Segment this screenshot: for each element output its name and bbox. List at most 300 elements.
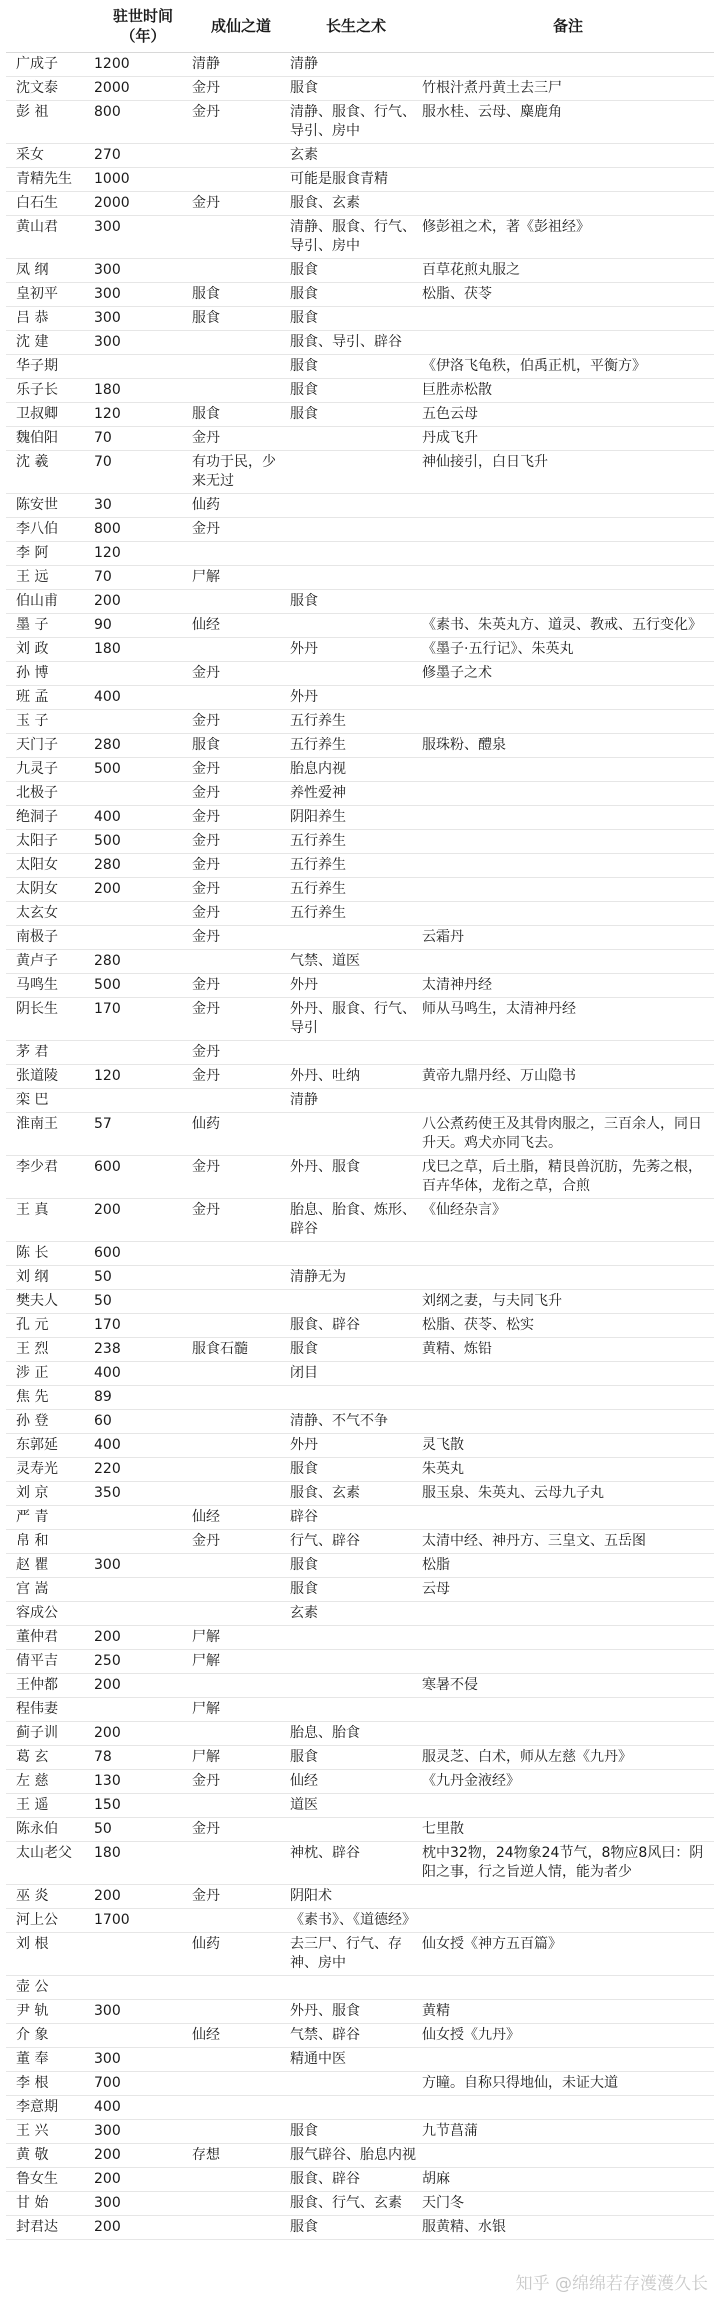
cell-years: 120 <box>94 403 192 427</box>
cell-art: 服食 <box>290 2216 422 2240</box>
cell-path <box>192 216 290 259</box>
cell-note: 黄精、炼铅 <box>422 1338 714 1362</box>
cell-years: 57 <box>94 1113 192 1156</box>
cell-art <box>290 926 422 950</box>
cell-note: 修彭祖之术，著《彭祖经》 <box>422 216 714 259</box>
table-row <box>6 1199 714 1242</box>
cell-art <box>290 1818 422 1842</box>
table-row <box>6 1885 714 1909</box>
cell-path <box>192 331 290 355</box>
cell-art <box>290 494 422 518</box>
cell-path <box>192 1794 290 1818</box>
cell-path: 金丹 <box>192 830 290 854</box>
table-row <box>6 2192 714 2216</box>
cell-name: 封君达 <box>6 2216 94 2240</box>
table-row <box>6 1746 714 1770</box>
cell-years: 350 <box>94 1482 192 1506</box>
cell-path <box>192 686 290 710</box>
cell-name: 太阴女 <box>6 878 94 902</box>
cell-name: 李少君 <box>6 1156 94 1199</box>
cell-note <box>422 331 714 355</box>
cell-path: 有功于民，少来无过 <box>192 451 290 494</box>
cell-note: 太清神丹经 <box>422 974 714 998</box>
cell-years: 300 <box>94 259 192 283</box>
cell-path <box>192 542 290 566</box>
cell-note <box>422 1242 714 1266</box>
cell-years: 170 <box>94 1314 192 1338</box>
cell-note: 仙女授《神方五百篇》 <box>422 1933 714 1976</box>
cell-name: 阴长生 <box>6 998 94 1041</box>
table-row <box>6 1458 714 1482</box>
cell-years: 250 <box>94 1650 192 1674</box>
cell-path <box>192 1362 290 1386</box>
cell-note: 竹根汁煮丹黄土去三尸 <box>422 77 714 101</box>
table-row <box>6 144 714 168</box>
cell-path <box>192 1434 290 1458</box>
table-row <box>6 1976 714 2000</box>
cell-years: 270 <box>94 144 192 168</box>
table-row <box>6 686 714 710</box>
cell-path: 仙药 <box>192 1933 290 1976</box>
cell-art: 阴阳养生 <box>290 806 422 830</box>
cell-note: 服黄精、水银 <box>422 2216 714 2240</box>
cell-years: 220 <box>94 1458 192 1482</box>
cell-art: 《素书》、《道德经》 <box>290 1909 422 1933</box>
cell-path: 存想 <box>192 2144 290 2168</box>
cell-years: 170 <box>94 998 192 1041</box>
cell-art: 道医 <box>290 1794 422 1818</box>
cell-art <box>290 1674 422 1698</box>
cell-name: 尹 轨 <box>6 2000 94 2024</box>
cell-note <box>422 1976 714 2000</box>
table-row <box>6 1770 714 1794</box>
cell-path: 金丹 <box>192 77 290 101</box>
table-row <box>6 1578 714 1602</box>
cell-years: 180 <box>94 1842 192 1885</box>
cell-years <box>94 782 192 806</box>
cell-art: 服气辟谷、胎息内视 <box>290 2144 422 2168</box>
cell-name: 茅 君 <box>6 1041 94 1065</box>
cell-art: 闭目 <box>290 1362 422 1386</box>
cell-path: 服食 <box>192 734 290 758</box>
cell-path <box>192 259 290 283</box>
cell-years: 280 <box>94 950 192 974</box>
table-row <box>6 1065 714 1089</box>
cell-art <box>290 1650 422 1674</box>
table-row <box>6 283 714 307</box>
cell-note: 师从马鸣生，太清神丹经 <box>422 998 714 1041</box>
cell-path <box>192 2048 290 2072</box>
table-row <box>6 2096 714 2120</box>
cell-name: 彭 祖 <box>6 101 94 144</box>
cell-note <box>422 1410 714 1434</box>
cell-name: 董 奉 <box>6 2048 94 2072</box>
table-row <box>6 1818 714 1842</box>
cell-name: 左 慈 <box>6 1770 94 1794</box>
cell-name: 赵 瞿 <box>6 1554 94 1578</box>
cell-name: 焦 先 <box>6 1386 94 1410</box>
cell-name: 绝洞子 <box>6 806 94 830</box>
table-row <box>6 1554 714 1578</box>
cell-note: 黄帝九鼎丹经、万山隐书 <box>422 1065 714 1089</box>
table-row <box>6 950 714 974</box>
cell-note <box>422 1885 714 1909</box>
cell-years: 300 <box>94 216 192 259</box>
cell-art: 服食 <box>290 1746 422 1770</box>
cell-name: 严 青 <box>6 1506 94 1530</box>
cell-note: 刘纲之妻，与夫同飞升 <box>422 1290 714 1314</box>
table-row <box>6 2024 714 2048</box>
cell-name: 王 兴 <box>6 2120 94 2144</box>
cell-path: 服食 <box>192 403 290 427</box>
cell-path <box>192 1482 290 1506</box>
cell-art: 养性爱神 <box>290 782 422 806</box>
cell-path <box>192 1722 290 1746</box>
table-row <box>6 1266 714 1290</box>
cell-note: 七里散 <box>422 1818 714 1842</box>
cell-art: 五行养生 <box>290 854 422 878</box>
cell-art <box>290 1976 422 2000</box>
cell-art <box>290 662 422 686</box>
cell-name: 刘 京 <box>6 1482 94 1506</box>
cell-years: 1200 <box>94 53 192 77</box>
table-row <box>6 1113 714 1156</box>
cell-name: 壶 公 <box>6 1976 94 2000</box>
cell-note: 朱英丸 <box>422 1458 714 1482</box>
cell-path: 金丹 <box>192 1770 290 1794</box>
cell-path: 金丹 <box>192 192 290 216</box>
cell-name: 帛 和 <box>6 1530 94 1554</box>
cell-path: 金丹 <box>192 710 290 734</box>
table-row <box>6 758 714 782</box>
cell-art: 清静无为 <box>290 1266 422 1290</box>
cell-years: 500 <box>94 830 192 854</box>
cell-path <box>192 1266 290 1290</box>
cell-name: 淮南王 <box>6 1113 94 1156</box>
cell-years <box>94 1578 192 1602</box>
cell-name: 李 根 <box>6 2072 94 2096</box>
cell-note <box>422 2144 714 2168</box>
cell-path <box>192 1386 290 1410</box>
cell-years: 600 <box>94 1242 192 1266</box>
cell-path: 仙药 <box>192 1113 290 1156</box>
cell-path <box>192 2216 290 2240</box>
cell-years <box>94 1602 192 1626</box>
table-row <box>6 1041 714 1065</box>
header-path: 成仙之道 <box>192 0 290 53</box>
table-row <box>6 379 714 403</box>
cell-name: 广成子 <box>6 53 94 77</box>
cell-years: 300 <box>94 2048 192 2072</box>
cell-path <box>192 1242 290 1266</box>
cell-note: 《仙经杂言》 <box>422 1199 714 1242</box>
cell-name: 甘 始 <box>6 2192 94 2216</box>
table-row <box>6 355 714 379</box>
cell-art: 五行养生 <box>290 902 422 926</box>
cell-path: 金丹 <box>192 1041 290 1065</box>
cell-years: 400 <box>94 1362 192 1386</box>
cell-note <box>422 168 714 192</box>
cell-years: 238 <box>94 1338 192 1362</box>
cell-name: 栾 巴 <box>6 1089 94 1113</box>
cell-name: 玉 子 <box>6 710 94 734</box>
cell-path: 金丹 <box>192 1065 290 1089</box>
cell-name: 孙 登 <box>6 1410 94 1434</box>
cell-path: 金丹 <box>192 782 290 806</box>
cell-years: 50 <box>94 1290 192 1314</box>
header-name <box>6 0 94 53</box>
cell-note: 服玉泉、朱英丸、云母九子丸 <box>422 1482 714 1506</box>
cell-path: 尸解 <box>192 566 290 590</box>
cell-name: 太阳子 <box>6 830 94 854</box>
cell-years <box>94 662 192 686</box>
cell-path <box>192 1909 290 1933</box>
cell-note <box>422 2048 714 2072</box>
cell-art: 服食、行气、玄素 <box>290 2192 422 2216</box>
cell-years: 300 <box>94 331 192 355</box>
table-row <box>6 1314 714 1338</box>
cell-name: 乐子长 <box>6 379 94 403</box>
cell-years: 78 <box>94 1746 192 1770</box>
cell-years: 30 <box>94 494 192 518</box>
cell-name: 李八伯 <box>6 518 94 542</box>
cell-name: 李意期 <box>6 2096 94 2120</box>
table-row <box>6 638 714 662</box>
cell-path <box>192 1602 290 1626</box>
cell-note <box>422 192 714 216</box>
cell-path <box>192 2000 290 2024</box>
cell-path <box>192 1089 290 1113</box>
cell-name: 宫 嵩 <box>6 1578 94 1602</box>
cell-name: 容成公 <box>6 1602 94 1626</box>
cell-years: 300 <box>94 307 192 331</box>
cell-path: 金丹 <box>192 878 290 902</box>
table-row <box>6 1242 714 1266</box>
cell-years <box>94 1506 192 1530</box>
cell-art <box>290 1242 422 1266</box>
cell-years <box>94 2024 192 2048</box>
cell-note <box>422 1362 714 1386</box>
cell-note <box>422 542 714 566</box>
cell-path: 金丹 <box>192 1199 290 1242</box>
cell-path: 仙药 <box>192 494 290 518</box>
cell-name: 天门子 <box>6 734 94 758</box>
table-row <box>6 427 714 451</box>
cell-name: 黄山君 <box>6 216 94 259</box>
cell-name: 河上公 <box>6 1909 94 1933</box>
cell-name: 白石生 <box>6 192 94 216</box>
cell-name: 沈 羲 <box>6 451 94 494</box>
cell-path: 金丹 <box>192 1530 290 1554</box>
table-row <box>6 1290 714 1314</box>
cell-years: 300 <box>94 2120 192 2144</box>
cell-name: 刘 纲 <box>6 1266 94 1290</box>
cell-years <box>94 1976 192 2000</box>
cell-path <box>192 1554 290 1578</box>
cell-years <box>94 1698 192 1722</box>
cell-note: 黄精 <box>422 2000 714 2024</box>
cell-name: 陈 长 <box>6 1242 94 1266</box>
cell-art <box>290 542 422 566</box>
table-row <box>6 216 714 259</box>
cell-name: 华子期 <box>6 355 94 379</box>
cell-art <box>290 1626 422 1650</box>
cell-name: 卫叔卿 <box>6 403 94 427</box>
cell-art: 服食 <box>290 77 422 101</box>
cell-note: 松脂 <box>422 1554 714 1578</box>
cell-art: 五行养生 <box>290 830 422 854</box>
cell-path <box>192 590 290 614</box>
cell-years: 50 <box>94 1818 192 1842</box>
header-note: 备注 <box>422 0 714 53</box>
cell-art: 辟谷 <box>290 1506 422 1530</box>
cell-note: 巨胜赤松散 <box>422 379 714 403</box>
cell-years <box>94 1041 192 1065</box>
cell-art: 胎息、胎食、炼形、辟谷 <box>290 1199 422 1242</box>
cell-note <box>422 1626 714 1650</box>
cell-note <box>422 1041 714 1065</box>
cell-years <box>94 355 192 379</box>
cell-years: 70 <box>94 566 192 590</box>
cell-note <box>422 1722 714 1746</box>
cell-note: 云母 <box>422 1578 714 1602</box>
cell-art: 服食 <box>290 2120 422 2144</box>
cell-name: 陈安世 <box>6 494 94 518</box>
cell-name: 九灵子 <box>6 758 94 782</box>
cell-path <box>192 144 290 168</box>
cell-name: 王仲都 <box>6 1674 94 1698</box>
cell-art: 精通中医 <box>290 2048 422 2072</box>
cell-art: 外丹 <box>290 1434 422 1458</box>
cell-art: 服食、辟谷 <box>290 1314 422 1338</box>
cell-note: 《墨子·五行记》、朱英丸 <box>422 638 714 662</box>
cell-art: 清静、不气不争 <box>290 1410 422 1434</box>
cell-path: 仙经 <box>192 614 290 638</box>
cell-name: 樊夫人 <box>6 1290 94 1314</box>
cell-name: 刘 根 <box>6 1933 94 1976</box>
cell-note: 松脂、茯苓、松实 <box>422 1314 714 1338</box>
cell-path <box>192 168 290 192</box>
cell-years: 500 <box>94 758 192 782</box>
cell-years: 180 <box>94 379 192 403</box>
cell-path: 服食石髓 <box>192 1338 290 1362</box>
cell-path <box>192 1842 290 1885</box>
cell-art: 外丹、服食、行气、导引 <box>290 998 422 1041</box>
cell-art: 服食 <box>290 1338 422 1362</box>
cell-path: 金丹 <box>192 806 290 830</box>
table-row <box>6 1602 714 1626</box>
cell-note: 服珠粉、醴泉 <box>422 734 714 758</box>
cell-path: 尸解 <box>192 1626 290 1650</box>
cell-art: 清静 <box>290 1089 422 1113</box>
cell-name: 巫 炎 <box>6 1885 94 1909</box>
cell-years: 700 <box>94 2072 192 2096</box>
cell-note <box>422 518 714 542</box>
cell-name: 黄卢子 <box>6 950 94 974</box>
cell-art: 服食、辟谷 <box>290 2168 422 2192</box>
table-row <box>6 1506 714 1530</box>
cell-name: 董仲君 <box>6 1626 94 1650</box>
cell-years <box>94 902 192 926</box>
cell-name: 太山老父 <box>6 1842 94 1885</box>
cell-note: 八公煮药使王及其骨肉服之，三百余人，同日升天。鸡犬亦同飞去。 <box>422 1113 714 1156</box>
watermark: 知乎 @绵绵若存濩濩久长 <box>515 2274 708 2294</box>
cell-art <box>290 1386 422 1410</box>
cell-name: 皇初平 <box>6 283 94 307</box>
table-row <box>6 192 714 216</box>
table-row <box>6 902 714 926</box>
table-row <box>6 451 714 494</box>
cell-note <box>422 1794 714 1818</box>
cell-name: 马鸣生 <box>6 974 94 998</box>
table-row <box>6 1650 714 1674</box>
cell-note <box>422 758 714 782</box>
cell-years: 70 <box>94 451 192 494</box>
cell-note: 九节菖蒲 <box>422 2120 714 2144</box>
cell-years: 1000 <box>94 168 192 192</box>
cell-years: 200 <box>94 1885 192 1909</box>
table-row <box>6 1530 714 1554</box>
cell-name: 凤 纲 <box>6 259 94 283</box>
cell-path: 服食 <box>192 283 290 307</box>
cell-art: 服食 <box>290 1458 422 1482</box>
cell-art: 五行养生 <box>290 734 422 758</box>
cell-note: 胡麻 <box>422 2168 714 2192</box>
cell-name: 张道陵 <box>6 1065 94 1089</box>
cell-art: 服食、玄素 <box>290 1482 422 1506</box>
cell-note <box>422 53 714 77</box>
cell-years: 400 <box>94 686 192 710</box>
cell-art: 外丹、服食 <box>290 1156 422 1199</box>
table-row <box>6 101 714 144</box>
cell-name: 采女 <box>6 144 94 168</box>
table-row <box>6 878 714 902</box>
cell-name: 王 远 <box>6 566 94 590</box>
cell-note <box>422 806 714 830</box>
table-row <box>6 1482 714 1506</box>
cell-path: 清静 <box>192 53 290 77</box>
cell-note: 云霜丹 <box>422 926 714 950</box>
cell-art: 清静 <box>290 53 422 77</box>
cell-name: 涉 正 <box>6 1362 94 1386</box>
cell-note: 《伊洛飞龟秩，伯禹正机，平衡方》 <box>422 355 714 379</box>
cell-note <box>422 1909 714 1933</box>
cell-name: 葛 玄 <box>6 1746 94 1770</box>
immortals-table <box>6 0 714 2240</box>
cell-years: 200 <box>94 2216 192 2240</box>
cell-note: 服灵芝、白术，师从左慈《九丹》 <box>422 1746 714 1770</box>
cell-years: 400 <box>94 1434 192 1458</box>
table-row <box>6 1794 714 1818</box>
table-row <box>6 403 714 427</box>
table-row <box>6 307 714 331</box>
cell-years: 200 <box>94 590 192 614</box>
cell-art: 清静、服食、行气、导引、房中 <box>290 216 422 259</box>
cell-name: 北极子 <box>6 782 94 806</box>
cell-name: 蓟子训 <box>6 1722 94 1746</box>
cell-name: 刘 政 <box>6 638 94 662</box>
cell-art: 外丹、服食 <box>290 2000 422 2024</box>
cell-name: 王 真 <box>6 1199 94 1242</box>
cell-art: 服食 <box>290 403 422 427</box>
cell-art <box>290 451 422 494</box>
cell-years: 300 <box>94 2000 192 2024</box>
table-row <box>6 998 714 1041</box>
table-row <box>6 259 714 283</box>
cell-name: 太阳女 <box>6 854 94 878</box>
cell-note: 百草花煎丸服之 <box>422 259 714 283</box>
cell-years: 50 <box>94 1266 192 1290</box>
